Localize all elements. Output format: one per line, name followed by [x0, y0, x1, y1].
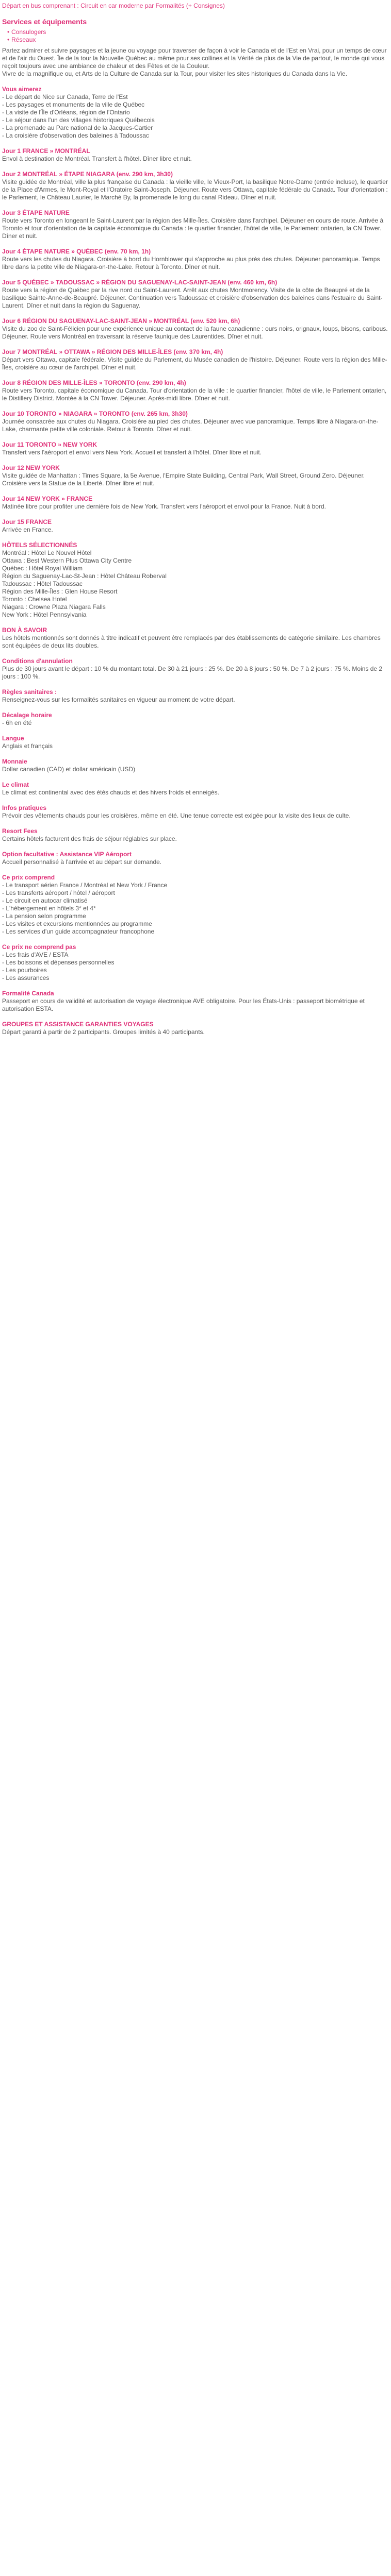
day-text: Matinée libre pour profiter une dernière fois de New York. Transfert vers l'aéroport et envol pour la France. Nuit à bord. [2, 503, 326, 510]
day-text: Route vers les chutes du Niagara. Croisière à bord du Hornblower qui s'approche au plus près des chutes. Déjeuner panoramique. Temps libre dans la petite ville de Niagara-on-the-Lake. Retour à Toronto. Dîner et nuit. [2, 256, 380, 270]
list-item: - Les paysages et monuments de la ville de Québec [2, 101, 145, 108]
bon-a-savoir-section [2, 626, 389, 650]
groupes-title: GROUPES ET ASSISTANCE GARANTIES VOYAGES [2, 1021, 154, 1028]
day-block [2, 379, 389, 402]
formalites-title: Formalité Canada [2, 990, 54, 997]
list-item: - Le séjour dans l'un des villages historiques Québecois [2, 116, 155, 124]
option-section [2, 851, 389, 866]
list-item: - Les boissons et dépenses personnelles [2, 959, 115, 966]
itinerary [2, 147, 389, 534]
regles-title: Règles sanitaires : [2, 688, 57, 696]
day-block [2, 518, 389, 534]
option-text: Accueil personnalisé à l'arrivée et au départ sur demande. [2, 858, 162, 866]
day-block [2, 348, 389, 371]
prix-comprend-section [2, 874, 389, 936]
day-block [2, 279, 389, 310]
monnaie-section [2, 758, 389, 773]
day-title: Jour 2 MONTRÉAL » ÉTAPE NIAGARA (env. 290 km, 3h30) [2, 171, 173, 178]
day-title: Jour 14 NEW YORK » FRANCE [2, 495, 93, 502]
langue-text: Anglais et français [2, 742, 53, 750]
body-paragraph: Vivre de la magnifique ou, et Arts de la Culture de Canada sur la Tour, pour visiter les sites historiques du Canada dans la Vie. [2, 70, 348, 77]
day-block [2, 495, 389, 511]
climat-section [2, 781, 389, 796]
resort-title: Resort Fees [2, 827, 38, 835]
list-item: - La croisière d'observation des baleines à Tadoussac [2, 132, 149, 139]
hotel-item: Tadoussac : Hôtel Tadoussac [2, 580, 83, 587]
hotel-item: Montréal : Hôtel Le Nouvel Hôtel [2, 549, 92, 556]
decalage-text: - 6h en été [2, 719, 32, 726]
decalage-title: Décalage horaire [2, 711, 52, 719]
langue-section [2, 735, 389, 750]
services-list [2, 28, 389, 44]
list-item: - Les assurances [2, 974, 50, 981]
langue-title: Langue [2, 735, 24, 742]
hotels-title: HÔTELS SÉLECTIONNÉS [2, 541, 77, 549]
day-text: Départ vers Ottawa, capitale fédérale. Visite guidée du Parlement, du Musée canadien de l'histoire. Déjeuner. Route vers la région des Mille-Îles, croisière au cœur de l'archipel. Dîner et nuit. [2, 356, 387, 371]
list-item: - Les visites et excursions mentionnées au programme [2, 920, 152, 927]
bon-a-savoir-text: Les hôtels mentionnés sont donnés à titre indicatif et peuvent être remplacés par des établissements de catégorie similaire. Les chambres sont équipées de deux lits doubles. [2, 634, 381, 649]
infos-text: Prévoir des vêtements chauds pour les croisières, même en été. Une tenue correcte est exigée pour la visite des lieux de culte. [2, 812, 351, 819]
list-item: - Les pourboires [2, 967, 47, 974]
list-item: - La visite de l'Île d'Orléans, région de l'Ontario [2, 109, 130, 116]
day-title: Jour 1 FRANCE » MONTRÉAL [2, 147, 90, 155]
day-block [2, 441, 389, 456]
day-title: Jour 8 RÉGION DES MILLE-ÎLES » TORONTO (env. 290 km, 4h) [2, 379, 186, 386]
day-block [2, 171, 389, 201]
groupes-section [2, 1021, 389, 1036]
day-title: Jour 7 MONTRÉAL » OTTAWA » RÉGION DES MILLE-ÎLES (env. 370 km, 4h) [2, 348, 223, 355]
day-text: Visite du zoo de Saint-Félicien pour une expérience unique au contact de la faune canadienne : ours noirs, orignaux, loups, bisons, caribous. Déjeuner. Route vers Montréal en traversant la réserve faunique des Laurentides. Dîner et nuit. [2, 325, 388, 340]
day-text: Visite guidée de Montréal, ville la plus française du Canada : la vieille ville, le Vieux-Port, la basilique Notre-Dame (entrée incluse), le quartier de la Place d'Armes, le Mont-Royal et l'Oratoire Saint-Joseph. Déjeuner. Route vers Ottawa, capitale fédérale du Canada. Tour d'orientation : le Parlement, le Château Laurier, le Marché By, la promenade le long du canal Rideau. Dîner et nuit. [2, 178, 388, 201]
day-title: Jour 15 FRANCE [2, 518, 52, 526]
day-text: Route vers Toronto en longeant le Saint-Laurent par la région des Mille-Îles. Croisière dans l'archipel. Déjeuner en cours de route. Arrivée à Toronto et tour d'orientation de la capitale économique du Canada : le quartier financier, l'hôtel de ville, le Parlement ontarien, la CN Tower. Dîner et nuit. [2, 217, 384, 240]
resort-section [2, 827, 389, 843]
hotel-item: Région du Saguenay-Lac-St-Jean : Hôtel Château Roberval [2, 572, 167, 580]
prix-exclus-section [2, 943, 389, 982]
hotel-item: Niagara : Crowne Plaza Niagara Falls [2, 603, 106, 611]
monnaie-text: Dollar canadien (CAD) et dollar américain (USD) [2, 766, 136, 773]
day-title: Jour 6 RÉGION DU SAGUENAY-LAC-SAINT-JEAN » MONTRÉAL (env. 520 km, 6h) [2, 317, 240, 325]
services-title: Services et équipements [2, 18, 87, 26]
list-item: - Le circuit en autocar climatisé [2, 897, 88, 904]
list-item: - Les frais d'AVE / ESTA [2, 951, 69, 958]
groupes-text: Départ garanti à partir de 2 participants. Groupes limités à 40 participants. [2, 1028, 205, 1036]
climat-text: Le climat est continental avec des étés chauds et des hivers froids et enneigés. [2, 789, 219, 796]
day-block [2, 317, 389, 341]
hotel-item: Toronto : Chelsea Hotel [2, 596, 67, 603]
list-item: - Les transferts aéroport / hôtel / aéroport [2, 889, 115, 896]
day-title: Jour 4 ÉTAPE NATURE » QUÉBEC (env. 70 km, 1h) [2, 248, 151, 255]
intro-text: Départ en bus comprenant : Circuit en car moderne par Formalités (+ Consignes) [2, 2, 225, 9]
prix-exclus-title: Ce prix ne comprend pas [2, 943, 76, 951]
conditions-text: Plus de 30 jours avant le départ : 10 % du montant total. De 30 à 21 jours : 25 %. De 20 à 8 jours : 50 %. De 7 à 2 jours : 75 %. Moins de 2 jours : 100 %. [2, 665, 383, 680]
climat-title: Le climat [2, 781, 29, 788]
hotel-item: Québec : Hôtel Royal William [2, 565, 83, 572]
formalites-section [2, 990, 389, 1013]
monnaie-title: Monnaie [2, 758, 27, 765]
day-block [2, 248, 389, 271]
day-block [2, 209, 389, 240]
service-item: • Réseaux [7, 36, 389, 44]
day-title: Jour 3 ÉTAPE NATURE [2, 209, 70, 216]
day-text: Route vers Toronto, capitale économique du Canada. Tour d'orientation de la ville : le quartier financier, l'hôtel de ville, le Parlement ontarien, le Distillery District. Montée à la CN Tower. Déjeuner. Après-midi libre. Dîner et nuit. [2, 387, 387, 402]
day-text: Journée consacrée aux chutes du Niagara. Croisière au pied des chutes. Déjeuner avec vue panoramique. Temps libre à Niagara-on-the-Lake, charmante petite ville coloniale. Retour à Toronto. Dîner et nuit. [2, 418, 379, 433]
resort-text: Certains hôtels facturent des frais de séjour réglables sur place. [2, 835, 177, 842]
list-item: - Le transport aérien France / Montréal et New York / France [2, 882, 168, 889]
day-block [2, 147, 389, 163]
vous-aimerez-list [2, 93, 389, 140]
service-item: • Consulogers [7, 28, 389, 36]
bon-a-savoir-title: BON À SAVOIR [2, 626, 47, 634]
formalites-text: Passeport en cours de validité et autorisation de voyage électronique AVE obligatoire. Pour les États-Unis : passeport biométrique et autorisation ESTA. [2, 997, 365, 1012]
hotel-item: New York : Hôtel Pennsylvania [2, 611, 87, 618]
option-title: Option facultative : Assistance VIP Aéroport [2, 851, 132, 858]
list-item: - L'hébergement en hôtels 3* et 4* [2, 905, 96, 912]
body-paragraph: Partez admirer et suivre paysages et la jeune ou voyage pour traverser de façon à voir le Canada et de l'Est en Vrai, pour un temps de cœur et de l'air du Ouest. Île de la tour la Nouvelle Québec au même pour ses collines et la Vérité de plus de la Vie de partout, le monde qui vous reçoit toujours avec une ambiance de chaleur et des Fêtes et de la Couleur. [2, 47, 387, 70]
day-text: Envol à destination de Montréal. Transfert à l'hôtel. Dîner libre et nuit. [2, 155, 192, 162]
conditions-title: Conditions d'annulation [2, 657, 73, 665]
day-title: Jour 11 TORONTO » NEW YORK [2, 441, 97, 448]
list-item: - La promenade au Parc national de la Jacques-Cartier [2, 124, 153, 131]
list-item: - Le départ de Nice sur Canada, Terre de l'Est [2, 93, 128, 100]
day-text: Route vers la région de Québec par la rive nord du Saint-Laurent. Arrêt aux chutes Montmorency. Visite de la côte de Beaupré et de la basilique Sainte-Anne-de-Beaupré. Déjeuner. Continuation vers Tadoussac et croisière d'observation des baleines dans l'estuaire du Saint-Laurent. Dîner et nuit dans la région du Saguenay. [2, 286, 383, 309]
conditions-section [2, 657, 389, 681]
day-title: Jour 5 QUÉBEC » TADOUSSAC » RÉGION DU SAGUENAY-LAC-SAINT-JEAN (env. 460 km, 6h) [2, 279, 278, 286]
day-text: Transfert vers l'aéroport et envol vers New York. Accueil et transfert à l'hôtel. Dîner libre et nuit. [2, 449, 262, 456]
day-title: Jour 12 NEW YORK [2, 464, 60, 471]
regles-text: Renseignez-vous sur les formalités sanitaires en vigueur au moment de votre départ. [2, 696, 235, 703]
regles-section [2, 688, 389, 704]
day-title: Jour 10 TORONTO » NIAGARA » TORONTO (env. 265 km, 3h30) [2, 410, 188, 417]
hotel-item: Région des Mille-Îles : Glen House Resort [2, 588, 118, 595]
hotel-item: Ottawa : Best Western Plus Ottawa City Centre [2, 557, 132, 564]
page [0, 0, 391, 1036]
infos-section [2, 804, 389, 820]
hotels-section [2, 541, 389, 619]
day-text: Visite guidée de Manhattan : Times Square, la 5e Avenue, l'Empire State Building, Central Park, Wall Street, Ground Zero. Déjeuner. Croisière vers la Statue de la Liberté. Dîner libre et nuit. [2, 472, 365, 487]
infos-title: Infos pratiques [2, 804, 47, 811]
prix-comprend-title: Ce prix comprend [2, 874, 55, 881]
day-text: Arrivée en France. [2, 526, 53, 533]
list-item: - La pension selon programme [2, 912, 86, 920]
decalage-section [2, 711, 389, 727]
day-block [2, 410, 389, 433]
day-block [2, 464, 389, 487]
list-item: - Les services d'un guide accompagnateur francophone [2, 928, 155, 935]
vous-aimerez-title: Vous aimerez [2, 86, 42, 93]
